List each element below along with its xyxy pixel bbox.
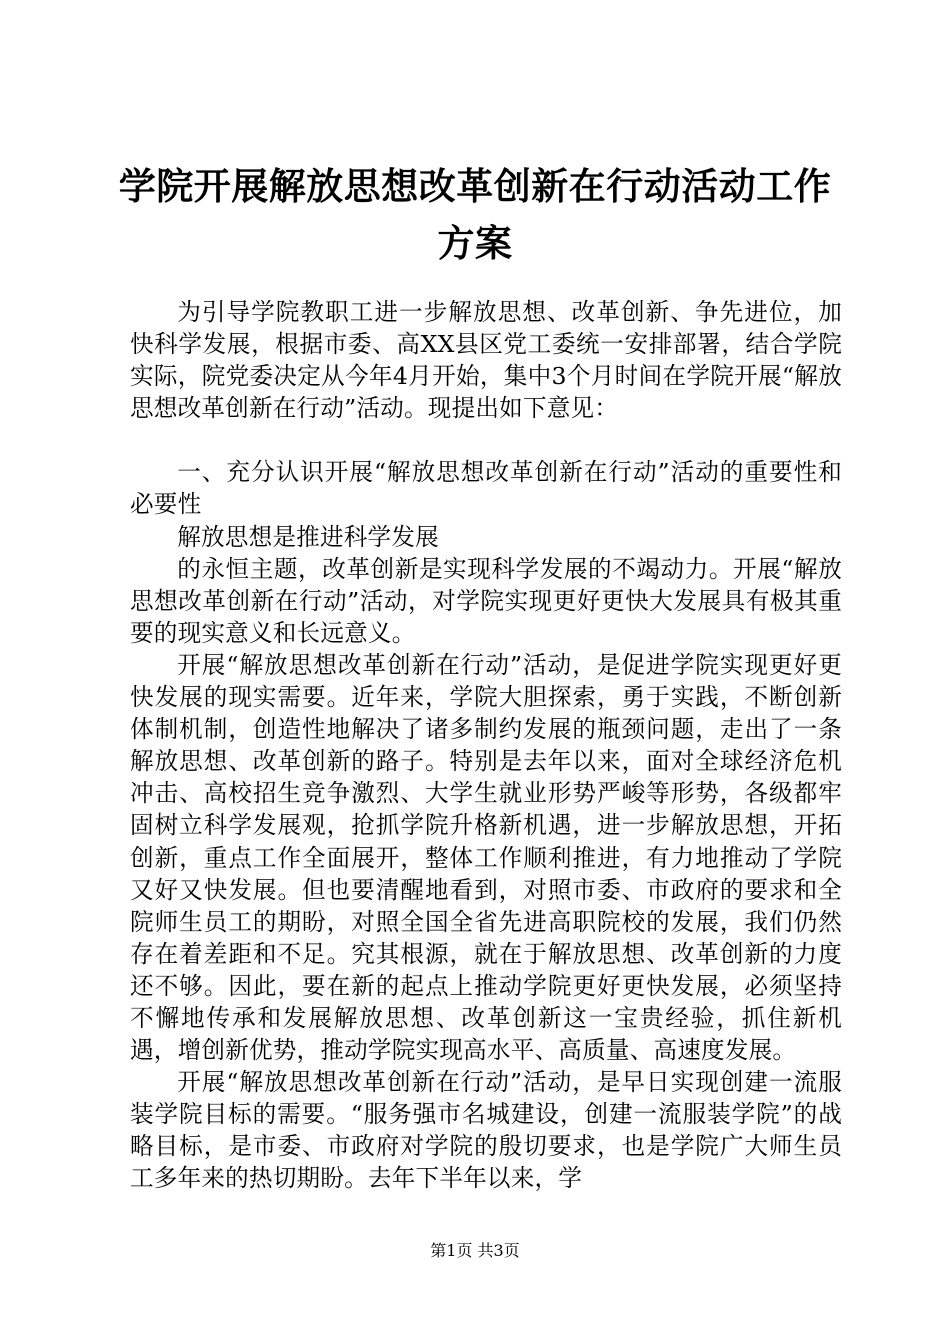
- document-body: [130, 296, 842, 1195]
- intro-paragraph: 为引导学院教职工进一步解放思想、改革创新、争先进位，加快科学发展，根据市委、高XX县区党工委统一安排部署，结合学院实际，院党委决定从今年4月开始，集中3个月时间在学院开展“解放思想改革创新在行动”活动。现提出如下意见：: [130, 298, 842, 423]
- section-heading-1: 一、充分认识开展“解放思想改革创新在行动”活动的重要性和必要性: [130, 458, 842, 519]
- body-paragraph: 开展“解放思想改革创新在行动”活动，是早日实现创建一流服装学院目标的需要。“服务强市名城建设，创建一流服装学院”的战略目标，是市委、市政府对学院的殷切要求，也是学院广大师生员工多年来的热切期盼。去年下半年以来，学: [130, 1068, 842, 1193]
- body-paragraph: 解放思想是推进科学发展: [177, 522, 439, 551]
- document-title: 学院开展解放思想改革创新在行动活动工作方案: [118, 164, 832, 265]
- page-footer: 第1页 共3页: [430, 1241, 520, 1260]
- body-paragraph: 的永恒主题，改革创新是实现科学发展的不竭动力。开展“解放思想改革创新在行动”活动，对学院实现更好更快大发展具有极其重要的现实意义和长远意义。: [130, 554, 842, 647]
- body-paragraph: 开展“解放思想改革创新在行动”活动，是促进学院实现更好更快发展的现实需要。近年来，学院大胆探索，勇于实践，不断创新体制机制，创造性地解决了诸多制约发展的瓶颈问题，走出了一条解放思想、改革创新的路子。特别是去年以来，面对全球经济危机冲击、高校招生竞争激烈、大学生就业形势严峻等形势，各级都牢固树立科学发展观，抢抓学院升格新机遇，进一步解放思想，开拓创新，重点工作全面展开，整体工作顺利推进，有力地推动了学院又好又快发展。但也要清醒地看到，对照市委、市政府的要求和全院师生员工的期盼，对照全国全省先进高职院校的发展，我们仍然存在着差距和不足。究其根源，就在于解放思想、改革创新的力度还不够。因此，要在新的起点上推动学院更好更快发展，必须坚持不懈地传承和发展解放思想、改革创新这一宝贵经验，抓住新机遇，增创新优势，推动学院实现高水平、高质量、高速度发展。: [130, 650, 842, 1065]
